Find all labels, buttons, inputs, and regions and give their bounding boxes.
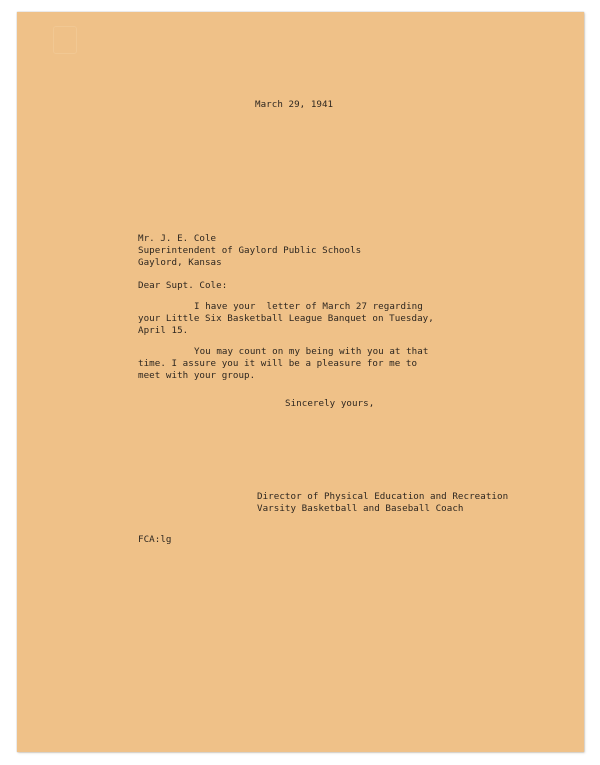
closing: Sincerely yours, — [285, 398, 375, 409]
corner-stamp-mark — [53, 26, 77, 54]
paragraph-2-line-2: time. I assure you it will be a pleasure for me to — [138, 358, 418, 369]
paragraph-1-line-2: your Little Six Basketball League Banquet on Tuesday, — [138, 313, 434, 324]
paragraph-2-line-3: meet with your group. — [138, 370, 256, 381]
letter-date: March 29, 1941 — [255, 99, 334, 110]
salutation: Dear Supt. Cole: — [138, 280, 228, 291]
signature-line-2: Varsity Basketball and Baseball Coach — [257, 503, 464, 514]
recipient-location: Gaylord, Kansas — [138, 257, 222, 268]
reference-initials: FCA:lg — [138, 534, 172, 545]
recipient-name: Mr. J. E. Cole — [138, 233, 217, 244]
paragraph-1-line-1: I have your letter of March 27 regarding — [194, 301, 423, 312]
recipient-title: Superintendent of Gaylord Public Schools — [138, 245, 362, 256]
letter-page — [17, 12, 584, 752]
paragraph-1-line-3: April 15. — [138, 325, 189, 336]
paragraph-2-line-1: You may count on my being with you at that — [194, 346, 429, 357]
signature-line-1: Director of Physical Education and Recreation — [257, 491, 509, 502]
